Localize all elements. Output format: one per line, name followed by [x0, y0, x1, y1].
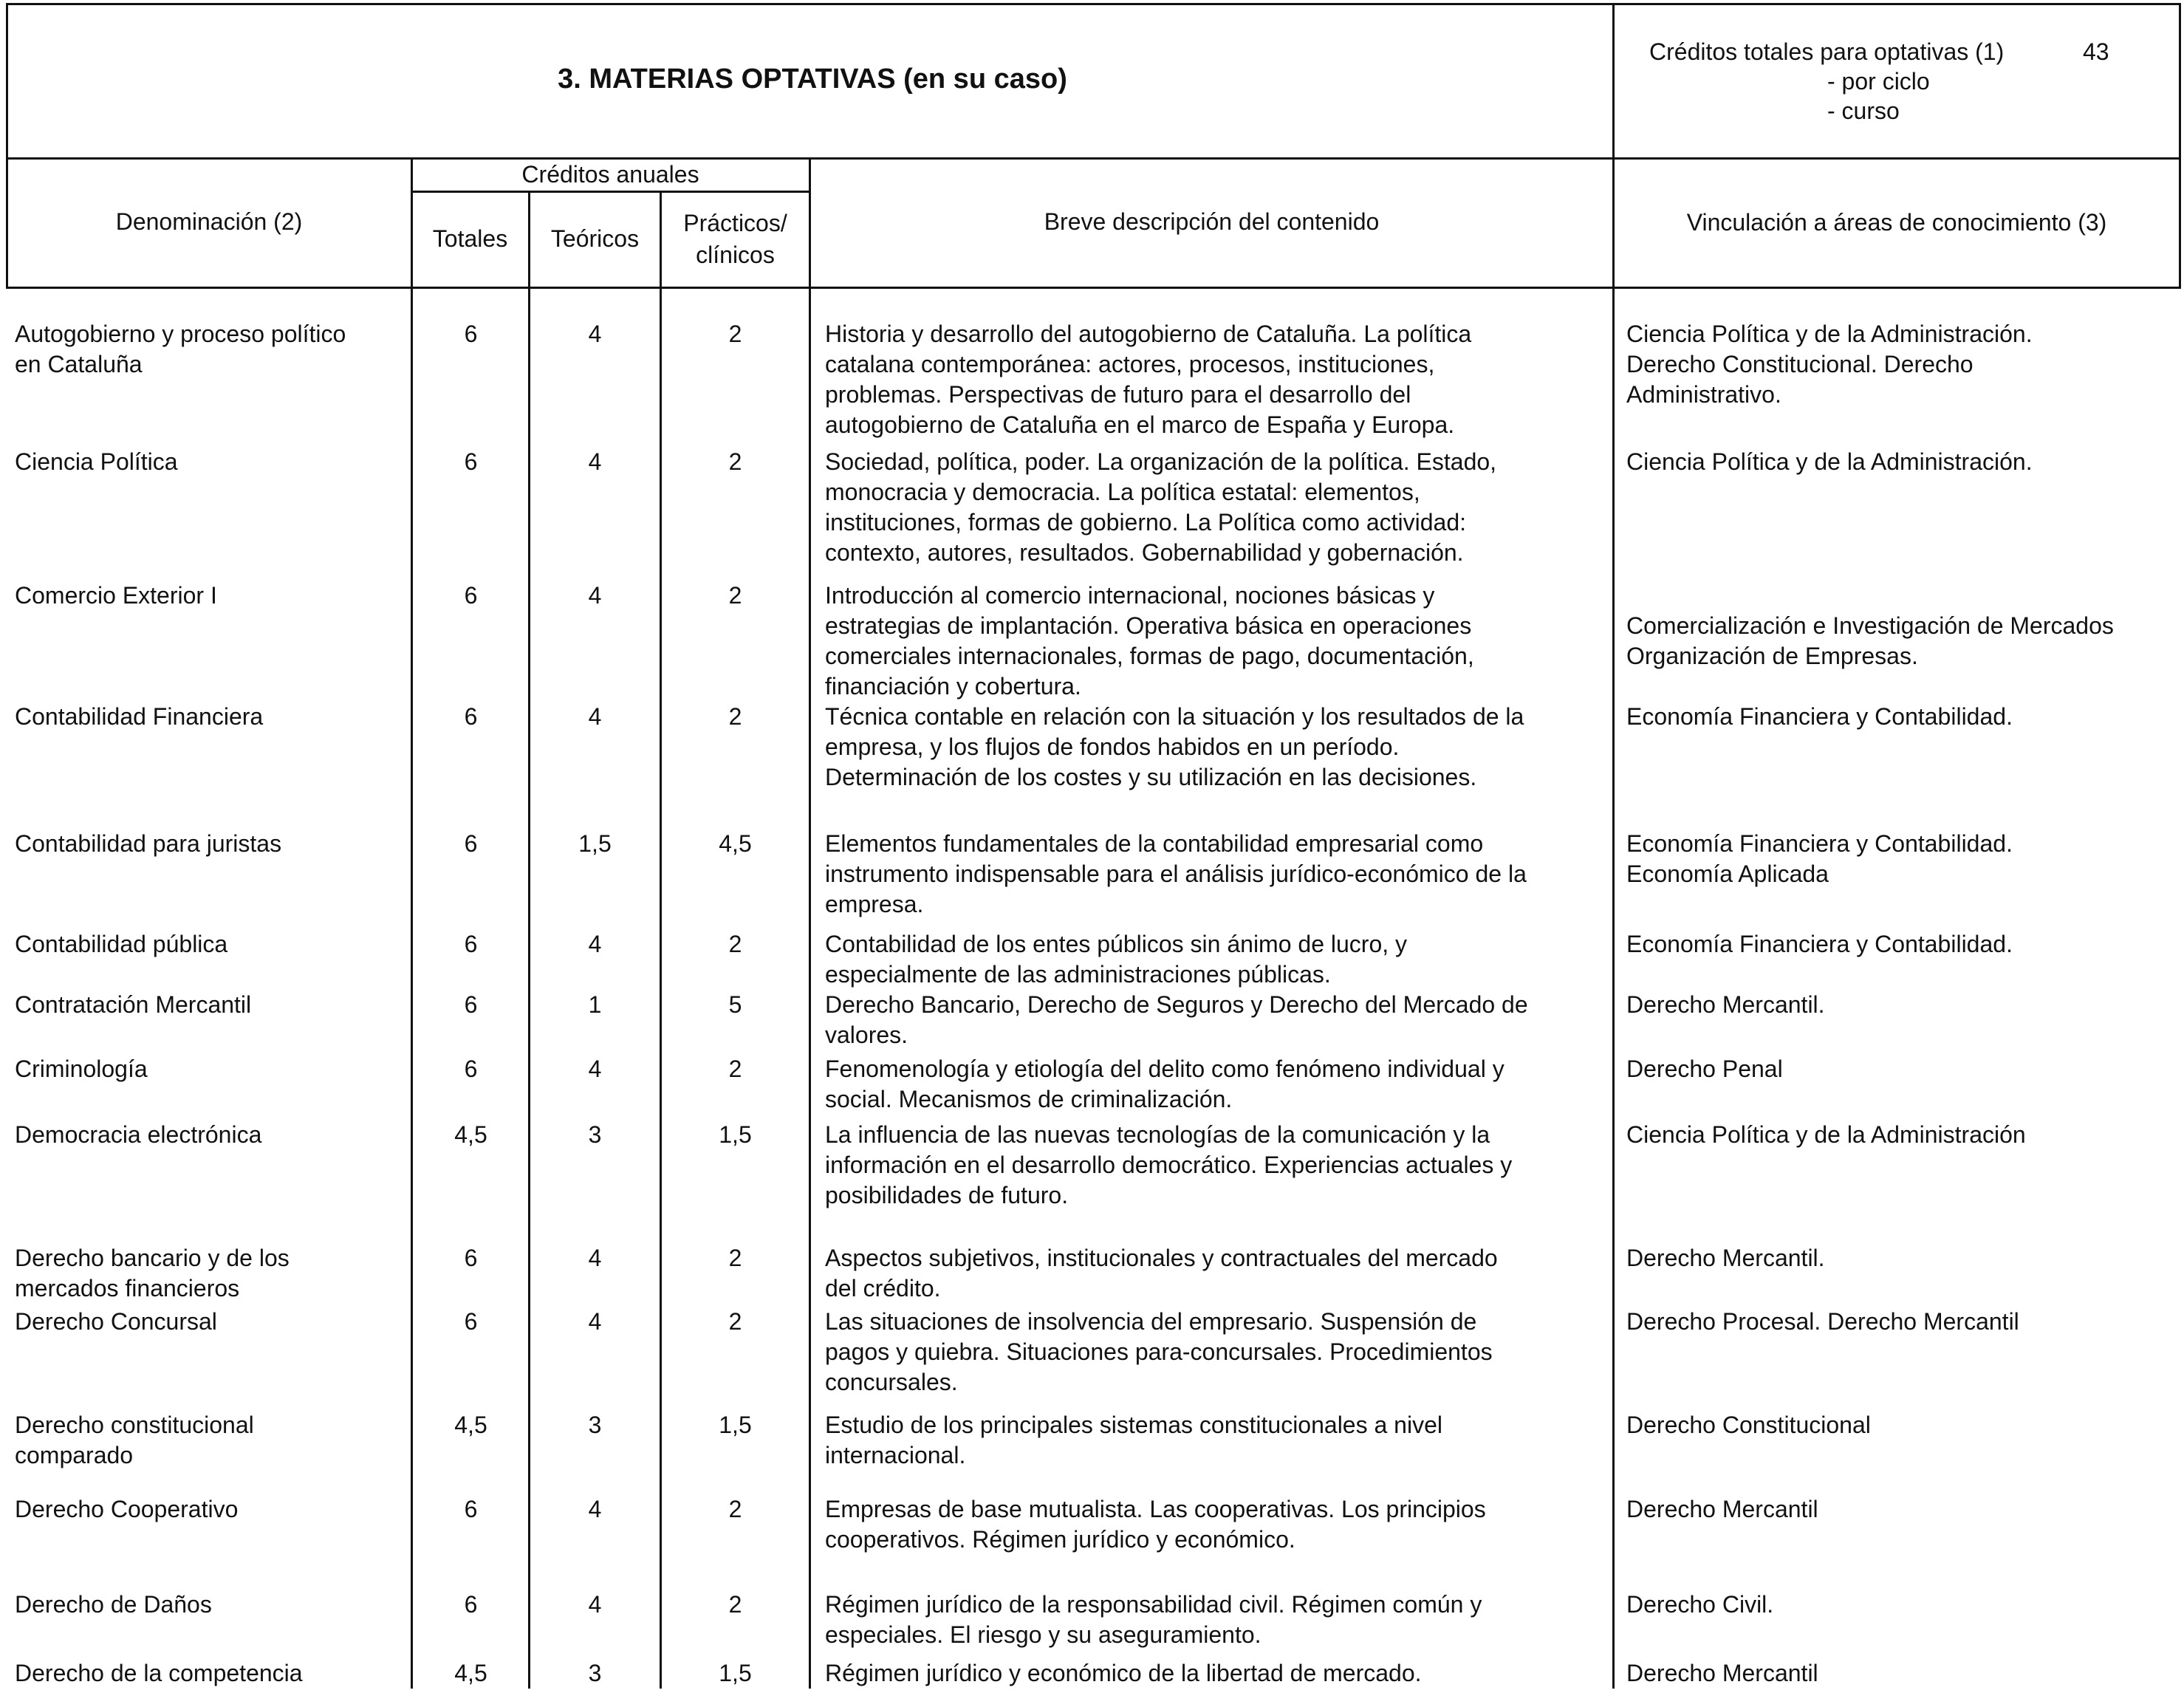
knowledge-areas — [1626, 829, 2180, 889]
col-header-totales: Totales — [432, 225, 508, 252]
knowledge-areas — [1626, 1410, 2180, 1440]
credits-per-cycle: - por ciclo — [1827, 68, 1930, 95]
knowledge-area-line: Derecho Civil. — [1626, 1591, 1774, 1618]
subject-name-line: Democracia electrónica — [15, 1121, 262, 1148]
subject-name — [15, 1307, 406, 1337]
subject-name — [15, 1494, 406, 1525]
subject-description — [825, 581, 1608, 702]
description-line: Elementos fundamentales de la contabilidad empresarial como — [825, 830, 1484, 857]
credits-totales: 4,5 — [454, 1121, 487, 1148]
right-border — [2179, 3, 2181, 288]
credits-teoricos: 1 — [588, 991, 602, 1018]
credits-teoricos: 4 — [588, 1056, 602, 1082]
credits-practicos: 2 — [728, 448, 742, 475]
knowledge-area-line: Derecho Procesal. Derecho Mercantil — [1626, 1308, 2019, 1335]
subject-name — [15, 1590, 406, 1620]
credits-practicos: 5 — [728, 991, 742, 1018]
credits-practicos: 2 — [728, 931, 742, 957]
subject-name-line: Autogobierno y proceso político — [15, 321, 346, 347]
knowledge-areas — [1626, 1494, 2180, 1525]
knowledge-areas — [1626, 1307, 2180, 1337]
credits-totales: 6 — [464, 991, 478, 1018]
knowledge-area-line: Derecho Mercantil — [1626, 1496, 1818, 1522]
credits-teoricos: 4 — [588, 1591, 602, 1618]
credits-totales: 6 — [464, 321, 478, 347]
knowledge-areas — [1626, 319, 2180, 410]
col-header-practicos — [662, 208, 809, 271]
description-line: empresa. — [825, 891, 924, 917]
subject-name-line: Comercio Exterior I — [15, 582, 217, 609]
subject-name-line: Derecho bancario y de los — [15, 1245, 290, 1271]
subject-name-line: mercados financieros — [15, 1275, 240, 1302]
col-header-vinculacion: Vinculación a áreas de conocimiento (3) — [1686, 209, 2107, 236]
subject-name-line: Derecho de la competencia — [15, 1660, 303, 1686]
subject-name — [15, 1054, 406, 1084]
subject-description — [825, 1243, 1608, 1304]
subject-name-line: Derecho Concursal — [15, 1308, 217, 1335]
description-line: La influencia de las nuevas tecnologías de la comunicación y la — [825, 1121, 1490, 1148]
credits-teoricos: 3 — [588, 1121, 602, 1148]
subject-description — [825, 1494, 1608, 1555]
knowledge-area-line — [1626, 581, 2180, 611]
subject-name — [15, 1120, 406, 1150]
credits-teoricos: 4 — [588, 1308, 602, 1335]
description-line: Historia y desarrollo del autogobierno de Cataluña. La política — [825, 321, 1472, 347]
col-header-practicos-line1: Prácticos/ — [683, 210, 787, 236]
credits-total-label: Créditos totales para optativas (1) — [1649, 38, 2005, 65]
subject-description — [825, 1410, 1608, 1471]
credits-teoricos: 4 — [588, 582, 602, 609]
col-header-descripcion: Breve descripción del contenido — [1044, 208, 1380, 235]
credits-total-value: 43 — [2083, 38, 2109, 65]
subject-description — [825, 1054, 1608, 1115]
knowledge-areas — [1626, 1590, 2180, 1620]
description-line: Régimen jurídico y económico de la libertad de mercado. — [825, 1660, 1422, 1686]
description-line: Sociedad, política, poder. La organización de la política. Estado, — [825, 448, 1497, 475]
description-line: Contabilidad de los entes públicos sin ánimo de lucro, y — [825, 931, 1408, 957]
subject-name — [15, 929, 406, 960]
section-title: 3. MATERIAS OPTATIVAS (en su caso) — [558, 64, 1067, 95]
credits-teoricos: 4 — [588, 1245, 602, 1271]
subject-name — [15, 581, 406, 611]
credits-practicos: 2 — [728, 1245, 742, 1271]
subject-name — [15, 1243, 406, 1304]
left-border — [6, 3, 8, 288]
credits-totales: 6 — [464, 703, 478, 730]
knowledge-areas — [1626, 702, 2180, 732]
knowledge-area-line: Derecho Mercantil. — [1626, 991, 1825, 1018]
description-line: Estudio de los principales sistemas constitucionales a nivel — [825, 1412, 1442, 1438]
description-line: Introducción al comercio internacional, nociones básicas y — [825, 582, 1435, 609]
subject-name — [15, 990, 406, 1020]
description-line: Derecho Bancario, Derecho de Seguros y Derecho del Mercado de — [825, 991, 1528, 1018]
credits-practicos: 1,5 — [719, 1412, 752, 1438]
knowledge-areas — [1626, 1054, 2180, 1084]
credits-totales: 6 — [464, 1591, 478, 1618]
knowledge-area-line: Comercialización e Investigación de Mercados — [1626, 612, 2114, 639]
description-line: internacional. — [825, 1442, 966, 1468]
credits-teoricos: 4 — [588, 321, 602, 347]
col-header-practicos-line2: clínicos — [696, 242, 775, 268]
knowledge-area-line: Derecho Constitucional — [1626, 1412, 1871, 1438]
description-line: Aspectos subjetivos, institucionales y contractuales del mercado — [825, 1245, 1498, 1271]
credits-totales: 6 — [464, 1496, 478, 1522]
knowledge-areas — [1626, 1243, 2180, 1273]
knowledge-areas — [1626, 1120, 2180, 1150]
knowledge-area-line: Economía Financiera y Contabilidad. — [1626, 703, 2013, 730]
credits-totales: 6 — [464, 931, 478, 957]
subject-name-line: Contabilidad para juristas — [15, 830, 282, 857]
credits-teoricos: 1,5 — [578, 830, 612, 857]
credits-teoricos: 4 — [588, 1496, 602, 1522]
subject-description — [825, 929, 1608, 990]
credits-totales: 6 — [464, 830, 478, 857]
knowledge-area-line: Ciencia Política y de la Administración. — [1626, 321, 2033, 347]
description-line: autogobierno de Cataluña en el marco de España y Europa. — [825, 411, 1455, 438]
subject-name-line: Derecho de Daños — [15, 1591, 212, 1618]
subject-description — [825, 990, 1608, 1050]
subject-name — [15, 1410, 406, 1471]
credits-teoricos: 4 — [588, 448, 602, 475]
subject-name — [15, 447, 406, 477]
credits-practicos: 1,5 — [719, 1660, 752, 1686]
subject-description — [825, 1120, 1608, 1211]
knowledge-area-line: Ciencia Política y de la Administración. — [1626, 448, 2033, 475]
subject-name — [15, 829, 406, 859]
header-bottom-border — [6, 157, 2181, 160]
knowledge-areas — [1626, 1658, 2180, 1689]
description-line: pagos y quiebra. Situaciones para-concursales. Procedimientos — [825, 1338, 1493, 1365]
credits-totales: 4,5 — [454, 1660, 487, 1686]
subject-name-line: Criminología — [15, 1056, 148, 1082]
credits-totales: 6 — [464, 1308, 478, 1335]
col-header-teoricos: Teóricos — [550, 225, 640, 252]
subject-description — [825, 829, 1608, 920]
subject-name-line: Derecho Cooperativo — [15, 1496, 239, 1522]
subject-name-line: en Cataluña — [15, 351, 143, 377]
creditos-anuales-underline — [411, 191, 809, 193]
credits-totales: 6 — [464, 448, 478, 475]
credits-totales: 6 — [464, 1056, 478, 1082]
subject-name — [15, 1658, 406, 1689]
description-line: del crédito. — [825, 1275, 941, 1302]
description-line: posibilidades de futuro. — [825, 1182, 1069, 1208]
description-line: información en el desarrollo democrático. Experiencias actuales y — [825, 1152, 1513, 1178]
knowledge-area-line: Administrativo. — [1626, 381, 1781, 408]
description-line: Determinación de los costes y su utilización en las decisiones. — [825, 764, 1477, 790]
col-header-creditos-anuales: Créditos anuales — [521, 161, 699, 188]
credits-practicos: 2 — [728, 703, 742, 730]
description-line: cooperativos. Régimen jurídico y económico. — [825, 1526, 1295, 1553]
knowledge-area-line: Economía Aplicada — [1626, 861, 1829, 887]
description-line: Técnica contable en relación con la situación y los resultados de la — [825, 703, 1524, 730]
subject-description — [825, 319, 1608, 440]
credits-practicos: 2 — [728, 582, 742, 609]
knowledge-area-line: Derecho Mercantil — [1626, 1660, 1818, 1686]
knowledge-area-line: Derecho Constitucional. Derecho — [1626, 351, 1974, 377]
knowledge-areas — [1626, 929, 2180, 960]
subject-description — [825, 447, 1608, 568]
description-line: monocracia y democracia. La política estatal: elementos, — [825, 479, 1420, 505]
credits-teoricos: 4 — [588, 931, 602, 957]
credits-totales: 6 — [464, 582, 478, 609]
subject-description — [825, 702, 1608, 793]
knowledge-areas — [1626, 581, 2180, 671]
description-line: instituciones, formas de gobierno. La Política como actividad: — [825, 509, 1467, 536]
credits-totales: 6 — [464, 1245, 478, 1271]
knowledge-area-line: Economía Financiera y Contabilidad. — [1626, 931, 2013, 957]
credits-per-course: - curso — [1827, 98, 1900, 124]
credits-teoricos: 4 — [588, 703, 602, 730]
subject-name — [15, 319, 406, 380]
knowledge-area-line: Derecho Mercantil. — [1626, 1245, 1825, 1271]
description-line: valores. — [825, 1022, 908, 1048]
credits-practicos: 2 — [728, 1056, 742, 1082]
knowledge-areas — [1626, 990, 2180, 1020]
description-line: Las situaciones de insolvencia del empresario. Suspensión de — [825, 1308, 1477, 1335]
description-line: concursales. — [825, 1369, 958, 1395]
subject-description — [825, 1590, 1608, 1650]
description-line: Empresas de base mutualista. Las cooperativas. Los principios — [825, 1496, 1486, 1522]
table-top-border — [6, 3, 2181, 5]
knowledge-area-line: Organización de Empresas. — [1626, 643, 1918, 669]
description-line: catalana contemporánea: actores, procesos, instituciones, — [825, 351, 1435, 377]
description-line: instrumento indispensable para el análisis jurídico-económico de la — [825, 861, 1527, 887]
knowledge-areas — [1626, 447, 2180, 477]
credits-totales: 4,5 — [454, 1412, 487, 1438]
knowledge-area-line: Ciencia Política y de la Administración — [1626, 1121, 2026, 1148]
credits-teoricos: 3 — [588, 1412, 602, 1438]
credits-practicos: 2 — [728, 1591, 742, 1618]
credits-practicos: 4,5 — [719, 830, 752, 857]
credits-practicos: 2 — [728, 1496, 742, 1522]
description-line: empresa, y los flujos de fondos habidos en un período. — [825, 733, 1400, 760]
subject-name-line: Derecho constitucional — [15, 1412, 254, 1438]
description-line: financiación y cobertura. — [825, 673, 1081, 700]
subject-name-line: comparado — [15, 1442, 134, 1468]
knowledge-area-line: Economía Financiera y Contabilidad. — [1626, 830, 2013, 857]
description-line: Régimen jurídico de la responsabilidad civil. Régimen común y — [825, 1591, 1482, 1618]
knowledge-area-line: Derecho Penal — [1626, 1056, 1783, 1082]
description-line: Fenomenología y etiología del delito como fenómeno individual y — [825, 1056, 1505, 1082]
column-header-bottom-border — [6, 287, 2181, 289]
credits-practicos: 1,5 — [719, 1121, 752, 1148]
subject-name-line: Contabilidad Financiera — [15, 703, 264, 730]
col-header-denominacion: Denominación (2) — [115, 208, 303, 235]
subject-description — [825, 1658, 1608, 1689]
subject-name-line: Contabilidad pública — [15, 931, 228, 957]
description-line: especialmente de las administraciones públicas. — [825, 961, 1331, 988]
subject-name-line: Ciencia Política — [15, 448, 178, 475]
description-line: estrategias de implantación. Operativa básica en operaciones — [825, 612, 1472, 639]
description-line: contexto, autores, resultados. Gobernabilidad y gobernación. — [825, 539, 1464, 566]
description-line: social. Mecanismos de criminalización. — [825, 1086, 1233, 1112]
credits-practicos: 2 — [728, 321, 742, 347]
col-divider-name — [411, 157, 413, 1689]
description-line: especiales. El riesgo y su aseguramiento. — [825, 1621, 1262, 1648]
subject-name — [15, 702, 406, 732]
col-divider-practicos — [809, 157, 811, 1689]
subject-name-line: Contratación Mercantil — [15, 991, 252, 1018]
credits-practicos: 2 — [728, 1308, 742, 1335]
subject-description — [825, 1307, 1608, 1398]
credits-teoricos: 3 — [588, 1660, 602, 1686]
description-line: comerciales internacionales, formas de pago, documentación, — [825, 643, 1474, 669]
title-divider — [1612, 3, 1615, 1689]
description-line: problemas. Perspectivas de futuro para el desarrollo del — [825, 381, 1411, 408]
